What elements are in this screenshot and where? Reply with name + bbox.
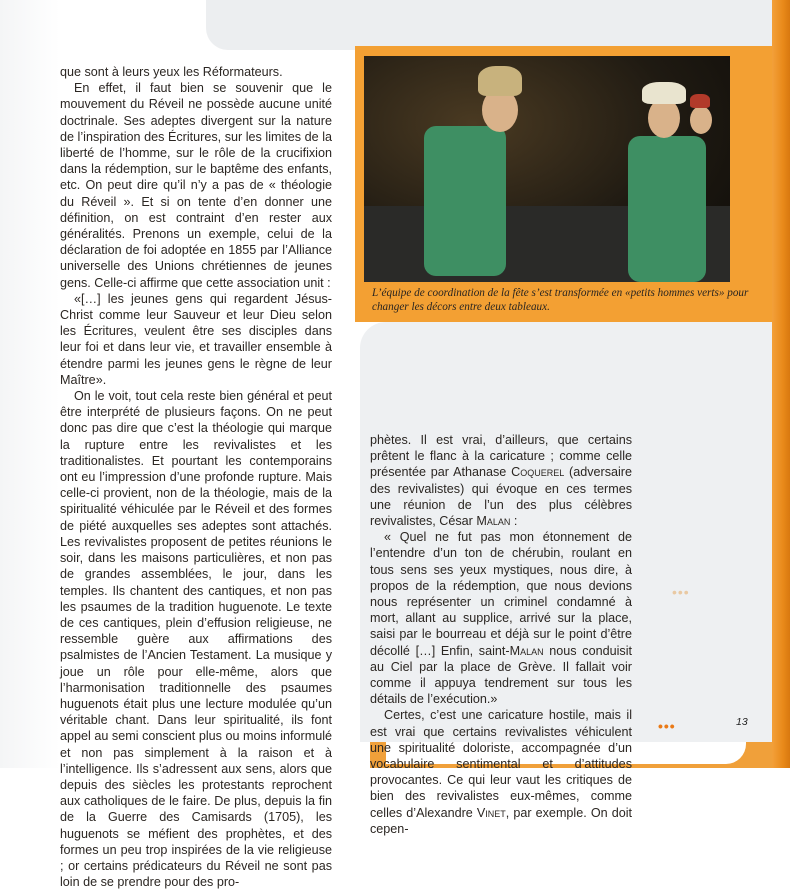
page-edge-orange	[772, 0, 790, 768]
photo-hat-red	[690, 94, 710, 108]
right-p3-text-b: , par exemple. On doit cepen-	[370, 805, 632, 836]
right-quote	[370, 529, 632, 707]
name-malan-quote: Malan	[509, 643, 544, 658]
right-p1-text-c: :	[510, 514, 518, 529]
photo-green-suits	[364, 56, 730, 282]
ornament-dots: •••	[658, 718, 676, 734]
right-quote-text-a: « Quel ne fut pas mon étonnement de l’entendre d’un ton de chérubin, roulant en tous sens ses yeux mystiques, nous dire, à propos de la rédemption, que nous devions nous représenter un criminel condamné à mort, allant au supplice, arrivé sur la place, saisi par le bourreau et déjà sur le point d’être décollé […] Enfin, saint-	[370, 530, 632, 658]
photo-hat-right	[642, 82, 686, 104]
left-text-column	[60, 64, 332, 890]
photo-head-back	[690, 106, 712, 134]
name-coquerel: Coquerel	[511, 465, 565, 480]
name-vinet: Vinet	[476, 805, 506, 820]
right-p1-text-b: (adversaire des revivalistes) qui évoque en ces termes une réunion de l’un des plus célèbres revivalistes, César	[370, 465, 633, 529]
photo-caption: L’équipe de coordination de la fête s’est transformée en «petits hommes verts» pour changer les décors entre deux tableaux.	[372, 287, 749, 313]
right-paragraph-3	[370, 707, 632, 837]
name-malan: Malan	[476, 514, 511, 529]
right-p1-text-a: phètes. Il est vrai, d’ailleurs, que certains prêtent le flanc à la caricature ; comme celle présentée par Athanase	[370, 433, 632, 480]
right-text-column	[370, 432, 632, 837]
photo-figure-left	[424, 126, 506, 276]
left-paragraph-1: que sont à leurs yeux les Réformateurs.	[60, 65, 283, 79]
left-margin-shade	[0, 0, 60, 768]
left-quote: «[…] les jeunes gens qui regardent Jésus-Christ comme leur Sauveur et leur Dieu selon les Écritures, veulent être ses disciples dans leur foi et dans leur vie, et travailler ensemble à étendre parmi les jeunes gens le règne de leur Maître».	[60, 291, 332, 387]
right-paragraph-1	[370, 432, 632, 529]
photo-hat-left	[478, 66, 522, 96]
photo-head-right	[648, 98, 680, 138]
right-quote-text-b: nous conduisit au Ciel par la place de Grève. Il fallait voir comme il appuya tendrement sur tous les détails de l’exécution.»	[370, 643, 632, 707]
top-grey-panel	[206, 0, 772, 50]
left-paragraph-3: On le voit, tout cela reste bien général et peut être interprété de plusieurs façons. On ne peut donc pas dire que c’est la théologie qui marque la rupture entre les revivalistes et les traditionalistes. Et pourtant les contemporains ont eu l’impression d’une profonde rupture. Mais celle-ci provient, non de la théologie, mais de la spiritualité véhiculée par le Réveil et des formes de piété auxquelles ses adeptes sont attachés. Les revivalistes proposent de petites réunions le soir, dans les maisons particulières, et non pas de grandes assemblées, le jour, dans les temples. Ils chantent des cantiques, et non pas les psaumes de la tradition huguenote. Le texte de ces cantiques, plein d’effusion religieuse, ne ressemble guère aux affirmations des psalmistes de l’Ancien Testament. La musique y joue un rôle pour elle-même, alors que l’harmonisation traditionnelle des psaumes huguenots était plus une lecture modulée qu’un véritable chant. Dans leur spiritualité, ils font appel au semi conscient plus ou moins informulé et non pas simplement à la raison et à l’intelligence. Ils s’adressent aux sens, alors que depuis des siècles les protestants reprochent aux catholiques de le faire. De plus, depuis la fin de la Guerre des Camisards (1705), les huguenots se méfient des prophètes, et des formes un peu trop inspirées de la vie religieuse ; or certains prédicateurs du Réveil ne sont pas loin de se prendre pour des pro-	[60, 389, 332, 890]
right-p3-text-a: Certes, c’est une caricature hostile, mais il est vrai que certains revivalistes véhiculent une spiritualité doloriste, accompagnée d’un vocabulaire sentimental et d’attitudes provocantes. Ce qui leur vaut les critiques de bien des revivalistes eux-mêmes, comme celles d’Alexandre	[370, 708, 632, 820]
photo-figure-right	[628, 136, 706, 282]
page-number: 13	[736, 716, 748, 728]
faint-ornament-dots: •••	[672, 584, 690, 600]
left-paragraph-2: En effet, il faut bien se souvenir que le mouvement du Réveil ne possède aucune unité doctrinale. Ses adeptes divergent sur la nature de l’inspiration des Écritures, sur les limites de la liberté de l’homme, sur le rôle de la crucifixion dans la rédemption, sur le baptême des enfants, etc. On peut dire qu’il n’y a pas de « théologie du Réveil ». Et si on tente d’en donner une définition, on est contraint d’en rester aux généralités. Prenons un exemple, celui de la déclaration de foi adoptée en 1855 par l’Alliance universelle des Unions chrétiennes de jeunes gens. Celle-ci affirme que cette association unit :	[60, 81, 332, 290]
